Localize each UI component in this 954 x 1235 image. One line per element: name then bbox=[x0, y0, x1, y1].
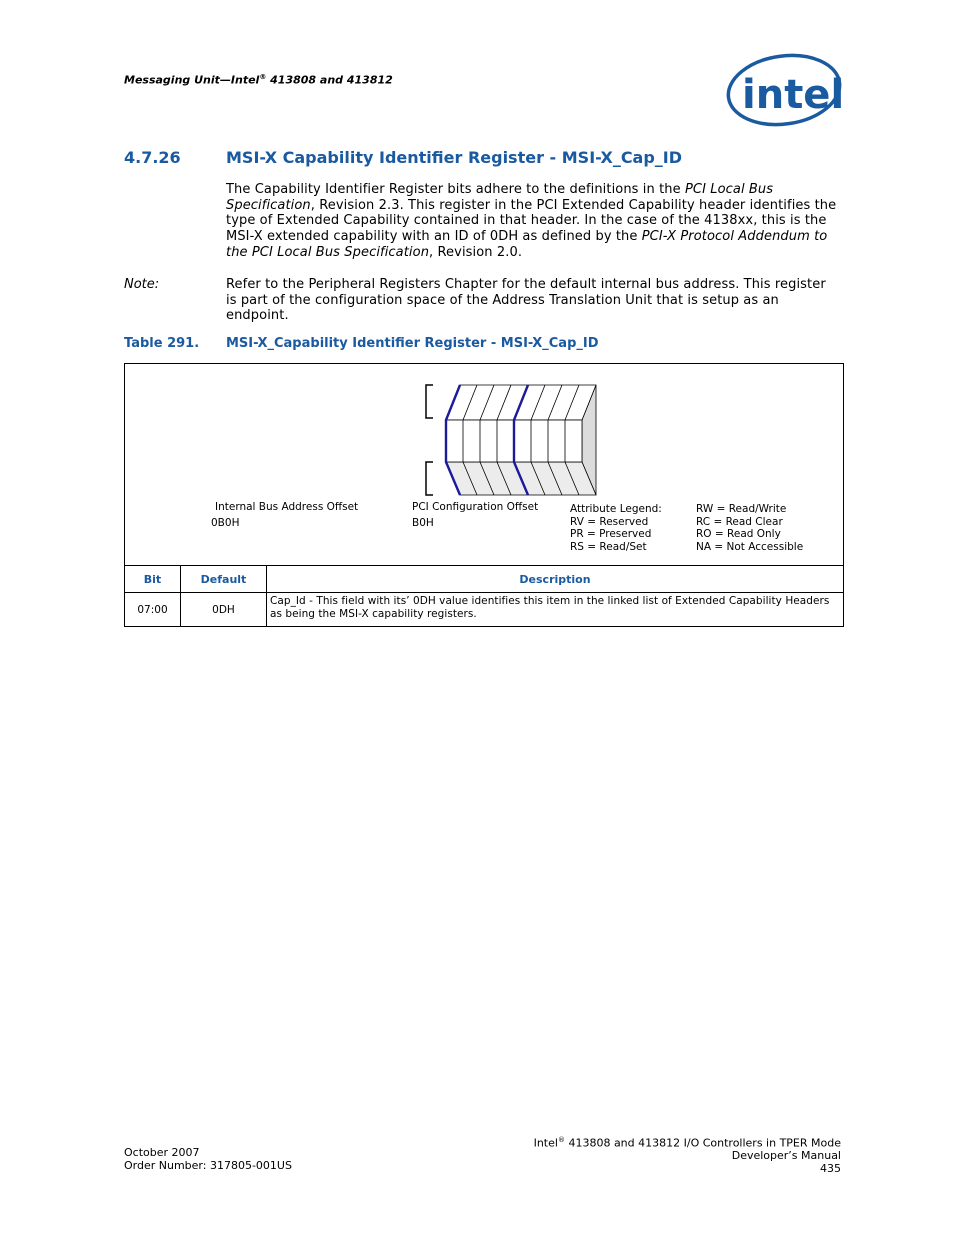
legend-item-rc: RC = Read Clear bbox=[696, 515, 783, 528]
table-row bbox=[125, 593, 844, 627]
legend-item-rw: RW = Read/Write bbox=[696, 503, 787, 515]
running-header bbox=[124, 73, 393, 87]
register-bit-table bbox=[124, 565, 844, 627]
legend-item-ro: RO = Read Only bbox=[696, 528, 781, 541]
para-text-2: , Revision 2.3. This register in the PCI Extended Capability header identifies the type of Extended Capability contained in that header. In the case of the 4138xx, this is the MSI-X extended capability with an ID of 0DH as defined by the bbox=[226, 197, 837, 245]
attribute-legend-right bbox=[696, 503, 803, 553]
column-header-bit: Bit bbox=[125, 566, 181, 593]
internal-offset-label: Internal Bus Address Offset bbox=[215, 501, 359, 513]
table-number: Table 291. bbox=[124, 336, 200, 351]
note-text: Refer to the Peripheral Registers Chapter for the default internal bus address. This register is part of the configuration space of the Address Translation Unit that is setup as an endpoint. bbox=[226, 277, 826, 324]
footer-registered-mark: ® bbox=[557, 1136, 565, 1144]
note-label: Note: bbox=[124, 277, 160, 292]
footer-left bbox=[124, 1147, 292, 1172]
para-ref-1: PCI Local Bus Specification bbox=[226, 182, 774, 213]
logo-text: intel bbox=[742, 72, 844, 118]
legend-item-pr: PR = Preserved bbox=[570, 528, 652, 541]
table-header-row bbox=[125, 566, 844, 593]
footer-right bbox=[534, 1134, 841, 1175]
cell-bit: 07:00 bbox=[125, 593, 181, 627]
internal-offset-value: 0B0H bbox=[211, 517, 240, 529]
cell-description: Cap_Id - This field with its’ 0DH value identifies this item in the linked list of Extended Capability Headers as being the MSI-X capability registers. bbox=[267, 593, 844, 627]
footer-doc-title bbox=[534, 1134, 841, 1150]
para-ref-2: PCI-X Protocol Addendum to the PCI Local Bus Specification bbox=[226, 229, 828, 260]
cell-default: 0DH bbox=[181, 593, 267, 627]
legend-item-rv: RV = Reserved bbox=[570, 515, 649, 528]
footer-doc-suffix: 413808 and 413812 I/O Controllers in TPER Mode bbox=[564, 1136, 841, 1150]
footer-doc-prefix: Intel bbox=[533, 1136, 558, 1150]
legend-item-na: NA = Not Accessible bbox=[696, 540, 804, 553]
footer-page-number: 435 bbox=[820, 1161, 841, 1175]
footer-order-number: Order Number: 317805-001US bbox=[124, 1158, 292, 1172]
footer-date: October 2007 bbox=[124, 1146, 200, 1159]
legend-title: Attribute Legend: bbox=[570, 503, 662, 515]
running-header-prefix: Messaging Unit—Intel bbox=[124, 73, 260, 87]
register-bit-diagram bbox=[422, 382, 602, 502]
para-text-1: The Capability Identifier Register bits adhere to the definitions in the bbox=[226, 182, 685, 197]
footer-manual: Developer’s Manual bbox=[731, 1149, 841, 1163]
section-title: MSI-X Capability Identifier Register - MSI-X_Cap_ID bbox=[226, 148, 683, 167]
running-header-suffix: 413808 and 413812 bbox=[266, 73, 393, 87]
table-title: MSI-X_Capability Identifier Register - MSI-X_Cap_ID bbox=[226, 336, 599, 351]
column-header-default: Default bbox=[181, 566, 267, 593]
intel-logo bbox=[722, 50, 844, 130]
legend-item-rs: RS = Read/Set bbox=[570, 540, 647, 553]
body-paragraph bbox=[226, 182, 838, 261]
pci-offset-value: B0H bbox=[412, 517, 434, 529]
para-text-3: , Revision 2.0. bbox=[429, 244, 523, 260]
pci-offset-label: PCI Configuration Offset bbox=[412, 501, 539, 513]
section-number: 4.7.26 bbox=[124, 148, 181, 167]
attribute-legend-left bbox=[570, 503, 662, 553]
registered-mark: ® bbox=[259, 73, 267, 81]
column-header-description: Description bbox=[267, 566, 844, 593]
